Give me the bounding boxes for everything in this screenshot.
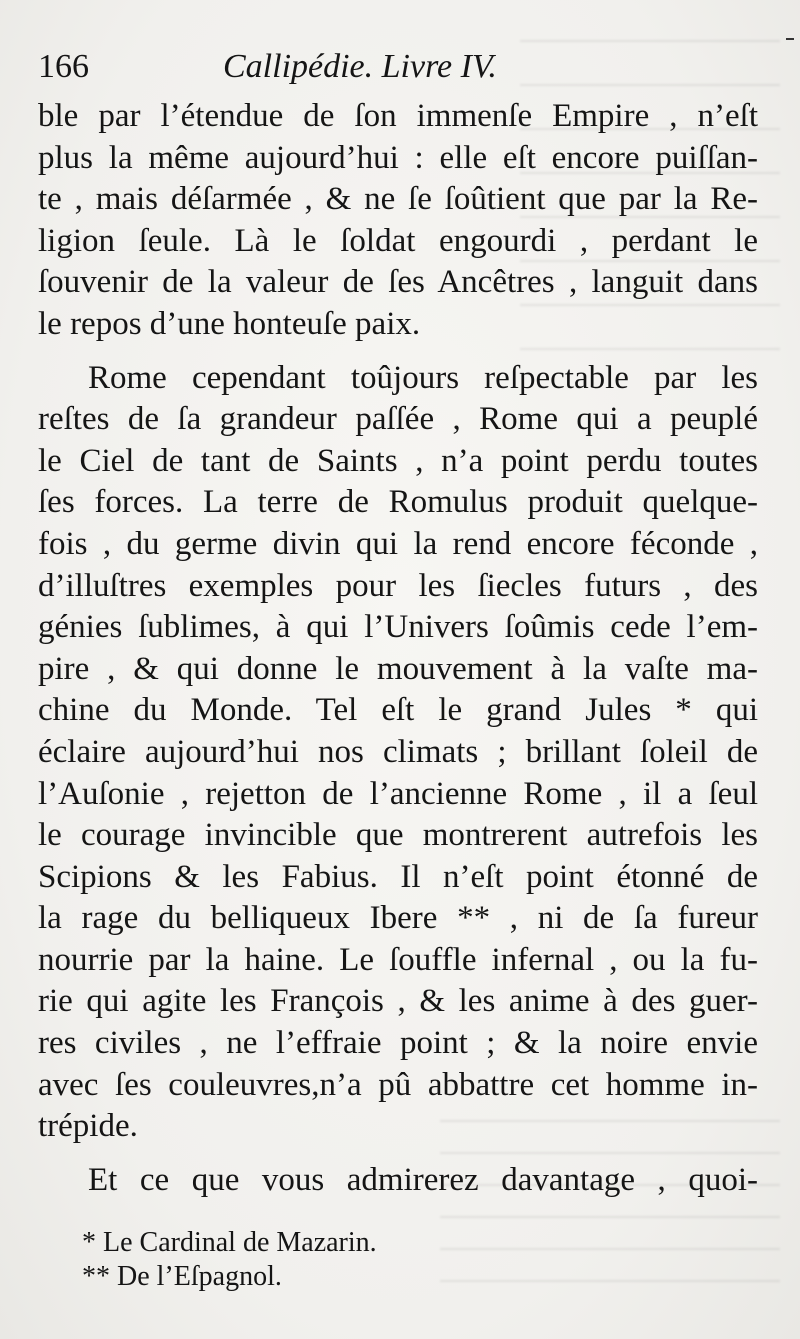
text-line: d’illuſtres exemples pour les ſiecles futurs , des: [38, 567, 758, 604]
text-line: res civiles , ne l’effraie point ; & la noire envie: [38, 1025, 758, 1062]
body-text: [38, 96, 758, 1201]
text-line: trépide.: [38, 1108, 138, 1145]
text-line: Scipions & les Fabius. Il n’eſt point étonné de: [38, 858, 758, 895]
text-line: nourrie par la haine. Le ſouffle infernal , ou la fu-: [38, 941, 758, 978]
text-line: Et ce que vous admirerez davantage , quoi-: [88, 1161, 758, 1198]
text-line: ligion ſeule. Là le ſoldat engourdi , perdant le: [38, 222, 758, 259]
footnotes: [82, 1226, 377, 1294]
text-line: pire , & qui donne le mouvement à la vaſte ma-: [38, 650, 758, 687]
text-line: l’Auſonie , rejetton de l’ancienne Rome , il a ſeul: [38, 775, 758, 812]
text-line: le courage invincible que montrerent autrefois les: [38, 817, 758, 854]
text-line: génies ſublimes, à qui l’Univers ſoûmis cede l’em-: [38, 609, 758, 646]
text-line: éclaire aujourd’hui nos climats ; brillant ſoleil de: [38, 733, 758, 770]
footnote: ** De l’Eſpagnol.: [82, 1261, 282, 1292]
text-line: ſouvenir de la valeur de ſes Ancêtres , languit dans: [38, 264, 758, 301]
text-line: le Ciel de tant de Saints , n’a point perdu toutes: [38, 442, 758, 479]
text-line: avec ſes couleuvres,n’a pû abbattre cet homme in-: [38, 1066, 758, 1103]
text-line: fois , du germe divin qui la rend encore féconde ,: [38, 525, 758, 562]
running-title: Callipédie. Livre IV.: [223, 48, 497, 85]
page-edge-mark: [786, 38, 794, 40]
paragraph: [38, 358, 758, 1148]
text-line: rie qui agite les François , & les anime à des guer-: [38, 983, 758, 1020]
footnote: * Le Cardinal de Mazarin.: [82, 1227, 377, 1258]
text-line: le repos d’une honteuſe paix.: [38, 305, 421, 342]
text-line: la rage du belliqueux Ibere ** , ni de ſa fureur: [38, 900, 758, 937]
text-line: reſtes de ſa grandeur paſſée , Rome qui a peuplé: [38, 401, 758, 438]
paragraph: [38, 96, 758, 346]
page-number: 166: [38, 48, 89, 85]
text-line: Rome cependant toûjours reſpectable par les: [88, 359, 758, 396]
text-line: ble par l’étendue de ſon immenſe Empire , n’eſt: [38, 98, 758, 134]
running-header: [38, 44, 778, 94]
text-line: plus la même aujourd’hui : elle eſt encore puiſſan-: [38, 139, 758, 176]
paragraph: [38, 1160, 758, 1202]
text-line: te , mais déſarmée , & ne ſe ſoûtient que par la Re-: [38, 181, 758, 218]
text-line: chine du Monde. Tel eſt le grand Jules * qui: [38, 692, 758, 729]
text-line: ſes forces. La terre de Romulus produit quelque-: [38, 484, 758, 521]
